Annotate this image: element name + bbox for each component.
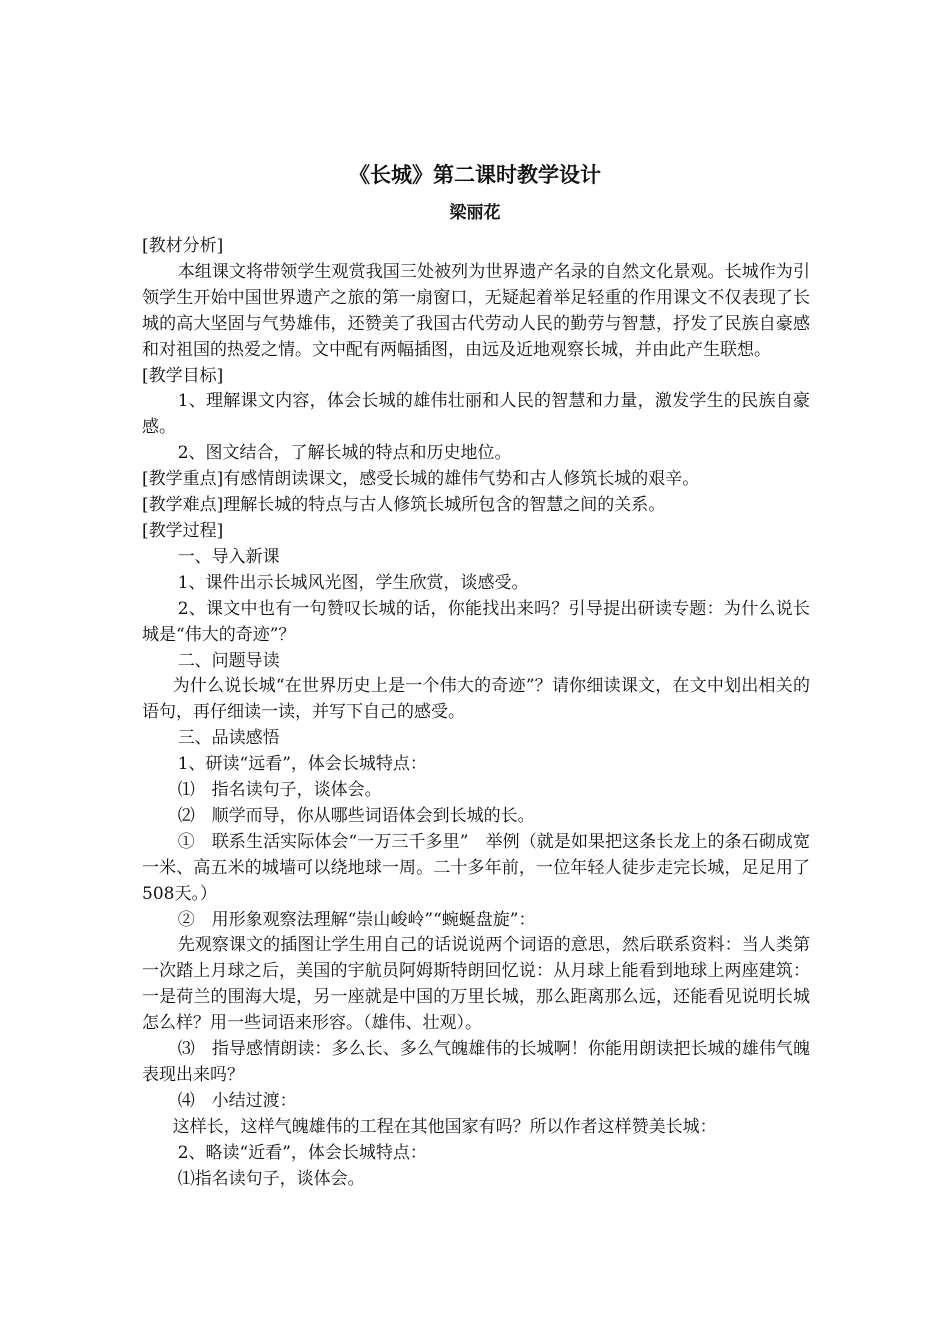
sub-step-item: ⑵ 顺学而导，你从哪些词语体会到长城的长。 bbox=[177, 805, 535, 826]
step-heading-intro: 一、导入新课 bbox=[177, 546, 280, 567]
guided-reading-question: 为什么说长城“在世界历史上是一个伟大的奇迹”？请你细读课文，在文中划出相关的语句，再仔细读一读，并写下自己的感受。 bbox=[142, 676, 810, 723]
sub-step-item: ⑷ 小结过渡： bbox=[177, 1090, 297, 1111]
sub-step-item: ⑴ 指名读句子，谈体会。 bbox=[177, 780, 382, 801]
transition-paragraph: 这样长，这样气魄雄伟的工程在其他国家有吗？所以作者这样赞美长城： bbox=[172, 1116, 717, 1137]
document-title: 《长城》第二课时教学设计 bbox=[349, 163, 601, 187]
teaching-focus: [教学重点]有感情朗读课文，感受长城的雄伟气势和古人修筑长城的艰辛。 bbox=[142, 469, 700, 490]
document-author: 梁丽花 bbox=[449, 203, 501, 223]
section-heading-process: [教学过程] bbox=[142, 520, 224, 541]
sub-step-item: ① 联系生活实际体会“一万三千多里” 举例（就是如果把这条长龙上的条石砌成宽一米、高五米的城墙可以绕地球一周。二十多年前，一位年轻人徒步走完长城，足足用了508天。） bbox=[142, 831, 810, 904]
step-heading-reading-insight: 三、品读感悟 bbox=[177, 728, 280, 749]
paragraph-observation: 先观察课文的插图让学生用自己的话说说两个词语的意思，然后联系资料：当人类第一次踏上月球之后，美国的宇航员阿姆斯特朗回忆说：从月球上能看到地球上两座建筑：一是荷兰的围海大堤，另一座就是中国的万里长城，那么距离那么远，还能看见说明长城怎么样？用一些词语来形容。（雄伟、壮观）。 bbox=[142, 935, 810, 1034]
objective-item-1: 1、理解课文内容，体会长城的雄伟壮丽和人民的智慧和力量，激发学生的民族自豪感。 bbox=[142, 391, 810, 438]
paragraph-materials-analysis: 本组课文将带领学生观赏我国三处被列为世界遗产名录的自然文化景观。长城作为引领学生开始中国世界遗产之旅的第一扇窗口，无疑起着举足轻重的作用课文不仅表现了长城的高大坚固与气势雄伟，还赞美了我国古代劳动人民的勤劳与智慧，抒发了民族自豪感和对祖国的热爱之情。文中配有两幅插图，由远及近地观察长城，并由此产生联想。 bbox=[142, 261, 810, 360]
section-heading-objectives: [教学目标] bbox=[142, 365, 224, 386]
step-item: 1、研读“远看”，体会长城特点： bbox=[177, 754, 427, 775]
teaching-difficulty: [教学难点]理解长城的特点与古人修筑长城所包含的智慧之间的关系。 bbox=[142, 495, 666, 516]
step-item: 2、课文中也有一句赞叹长城的话，你能找出来吗？引导提出研读专题：为什么说长城是“伟大的奇迹”？ bbox=[142, 598, 810, 645]
step-item: 1、课件出示长城风光图，学生欣赏，谈感受。 bbox=[177, 572, 529, 593]
section-heading-materials: [教材分析] bbox=[142, 236, 224, 256]
objective-item-2: 2、图文结合，了解长城的特点和历史地位。 bbox=[177, 443, 512, 464]
step-item: 2、略读“近看”，体会长城特点： bbox=[177, 1142, 427, 1163]
sub-step-item: ② 用形象观察法理解“崇山峻岭”“蜿蜒盘旋”： bbox=[177, 909, 536, 930]
document-body bbox=[142, 234, 810, 1193]
sub-step-item: ⑶ 指导感情朗读：多么长、多么气魄雄伟的长城啊！你能用朗读把长城的雄伟气魄表现出来吗？ bbox=[142, 1039, 810, 1085]
step-heading-guided-reading: 二、问题导读 bbox=[177, 650, 280, 671]
sub-step-item: ⑴指名读句子，谈体会。 bbox=[177, 1168, 365, 1189]
